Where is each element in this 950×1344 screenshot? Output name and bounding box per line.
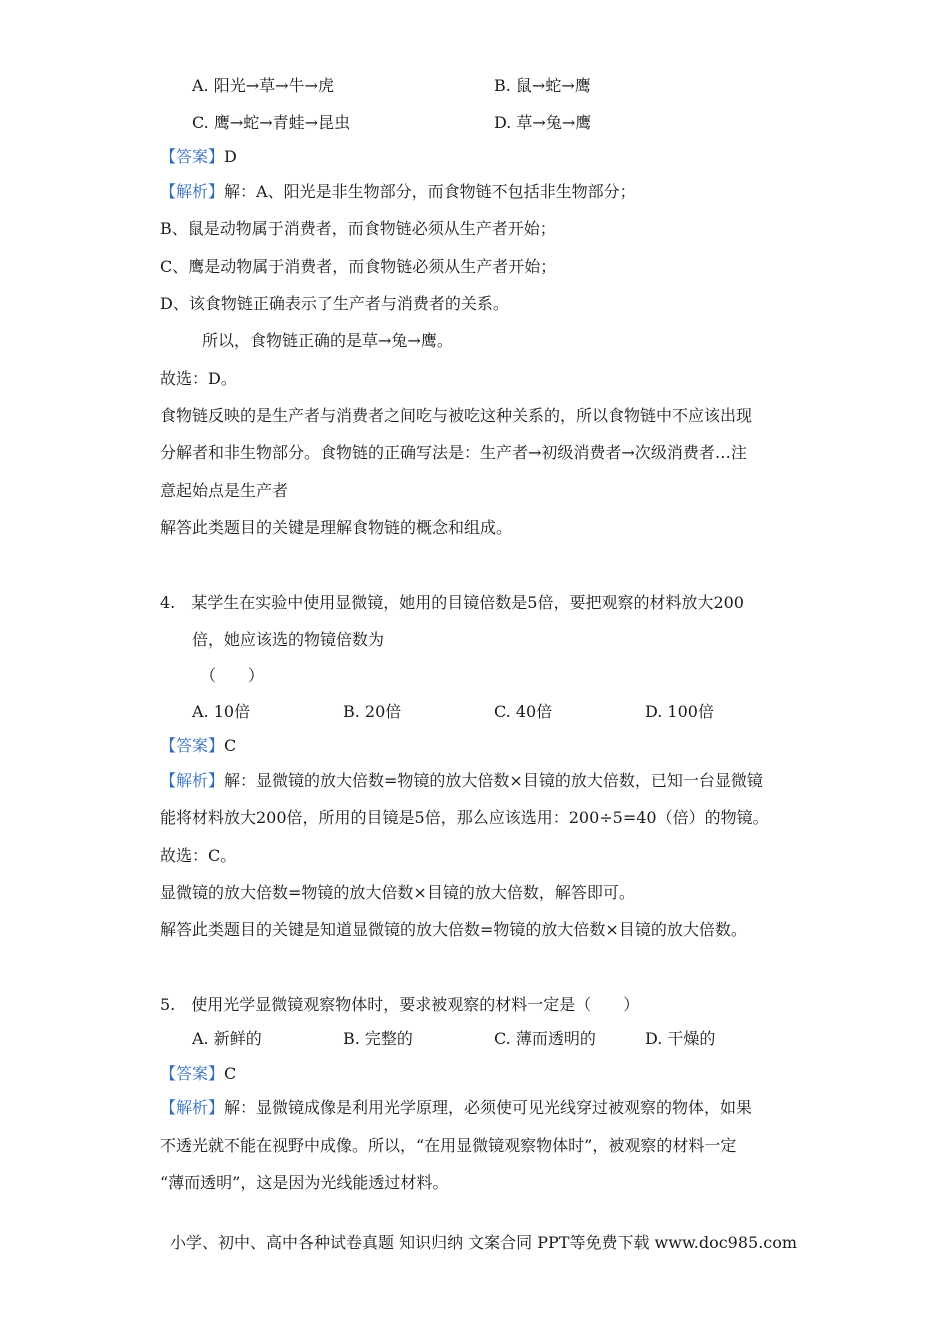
q5-option-a: A. 新鲜的 <box>192 1029 262 1048</box>
q4-stem: 4. 某学生在实验中使用显微镜，她用的目镜倍数是5倍，要把观察的材料放大200 <box>160 593 744 612</box>
q5-stem: 5. 使用光学显微镜观察物体时，要求被观察的材料一定是（ ） <box>160 995 640 1014</box>
answer-value: D <box>224 147 237 166</box>
q4-answer <box>160 736 236 756</box>
answer-tag: 【答案】 <box>160 147 225 166</box>
q5-answer <box>160 1064 236 1084</box>
q4-option-b: B. 20倍 <box>343 702 402 721</box>
q4-analysis-line: 显微镜的放大倍数=物镜的放大倍数×目镜的放大倍数，解答即可。 <box>160 883 635 902</box>
q3-option-b: B. 鼠→蛇→鹰 <box>494 76 591 95</box>
q5-analysis-line: “薄而透明”，这是因为光线能透过材料。 <box>160 1173 449 1192</box>
q3-analysis-line: 故选：D。 <box>160 369 237 388</box>
answer-tag: 【答案】 <box>160 736 225 755</box>
q4-stem: 倍，她应该选的物镜倍数为 <box>192 630 385 649</box>
q4-blank: （ ） <box>200 666 265 685</box>
q5-option-b: B. 完整的 <box>343 1029 413 1048</box>
q3-analysis-line: B、鼠是动物属于消费者，而食物链必须从生产者开始； <box>160 219 556 238</box>
q5-option-d: D. 干燥的 <box>645 1029 716 1048</box>
analysis-text: 解：显微镜的放大倍数=物镜的放大倍数×目镜的放大倍数，已知一台显微镜 <box>224 771 763 790</box>
q5-option-c: C. 薄而透明的 <box>494 1029 596 1048</box>
q4-analysis-line <box>160 771 763 791</box>
analysis-tag: 【解析】 <box>160 182 225 201</box>
answer-value: C <box>224 736 237 755</box>
q4-analysis-line: 能将材料放大200倍，所用的目镜是5倍，那么应该选用：200÷5=40（倍）的物镜。 <box>160 808 769 827</box>
analysis-tag: 【解析】 <box>160 1098 225 1117</box>
q3-option-c: C. 鹰→蛇→青蛙→昆虫 <box>192 113 351 132</box>
q3-analysis-line: 意起始点是生产者 <box>160 481 289 500</box>
page-footer: 小学、初中、高中各种试卷真题 知识归纳 文案合同 PPT等免费下载 www.doc985.com <box>170 1233 798 1252</box>
q4-option-a: A. 10倍 <box>192 702 251 721</box>
analysis-text: 解：显微镜成像是利用光学原理，必须使可见光线穿过被观察的物体，如果 <box>224 1098 753 1117</box>
answer-value: C <box>224 1064 237 1083</box>
q3-answer <box>160 147 237 167</box>
q5-analysis-line: 不透光就不能在视野中成像。所以，“在用显微镜观察物体时”，被观察的材料一定 <box>160 1136 737 1155</box>
q4-option-c: C. 40倍 <box>494 702 553 721</box>
q3-analysis-line: 食物链反映的是生产者与消费者之间吃与被吃这种关系的，所以食物链中不应该出现 <box>160 406 753 425</box>
q3-analysis-line: 解答此类题目的关键是理解食物链的概念和组成。 <box>160 518 513 537</box>
q3-analysis-line: D、该食物链正确表示了生产者与消费者的关系。 <box>160 294 509 313</box>
q3-analysis-line: C、鹰是动物属于消费者，而食物链必须从生产者开始； <box>160 257 557 276</box>
analysis-text: 解：A、阳光是非生物部分，而食物链不包括非生物部分； <box>224 182 636 201</box>
q5-analysis-line <box>160 1098 752 1118</box>
q3-option-a: A. 阳光→草→牛→虎 <box>192 76 334 95</box>
q3-analysis-line: 分解者和非生物部分。食物链的正确写法是：生产者→初级消费者→次级消费者…注 <box>160 443 747 462</box>
q4-analysis-line: 解答此类题目的关键是知道显微镜的放大倍数=物镜的放大倍数×目镜的放大倍数。 <box>160 920 747 939</box>
q3-option-d: D. 草→兔→鹰 <box>494 113 592 132</box>
q4-option-d: D. 100倍 <box>645 702 714 721</box>
q4-analysis-line: 故选：C。 <box>160 846 237 865</box>
analysis-tag: 【解析】 <box>160 771 225 790</box>
q3-analysis-line <box>160 182 636 202</box>
q3-analysis-line: 所以，食物链正确的是草→兔→鹰。 <box>202 331 453 350</box>
answer-tag: 【答案】 <box>160 1064 225 1083</box>
